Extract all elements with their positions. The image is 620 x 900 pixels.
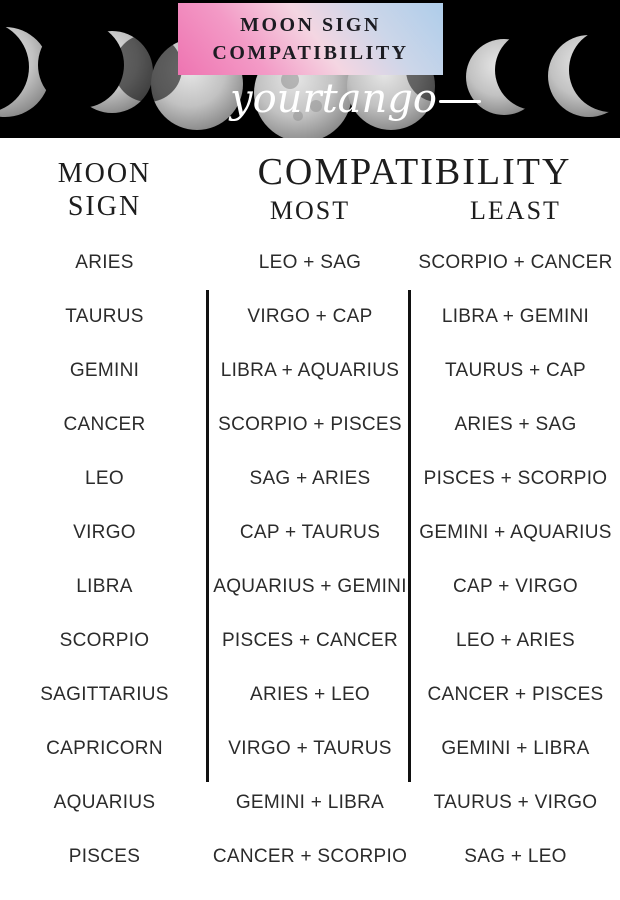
least-compatible-cell: CANCER + PISCES [427, 684, 604, 705]
least-compatible-cell: LIBRA + GEMINI [441, 306, 590, 327]
most-compatible-cell: CANCER + SCORPIO [212, 846, 408, 867]
yourtango-logo-text: yourtango [230, 76, 437, 122]
least-compatible-cell: TAURUS + VIRGO [433, 792, 598, 813]
least-compatible-cell: GEMINI + LIBRA [441, 738, 590, 759]
least-compatible-cell: SAG + LEO [464, 846, 567, 867]
least-compatible-cell: TAURUS + CAP [444, 360, 587, 381]
zodiac-sign-cell: LIBRA [76, 576, 133, 597]
zodiac-sign-cell: ARIES [75, 252, 134, 273]
table-row [0, 398, 620, 452]
most-compatible-cell: ARIES + LEO [250, 684, 370, 705]
zodiac-sign-cell: CAPRICORN [46, 738, 163, 759]
moon-sign-column-header [0, 150, 209, 230]
banner-title-line2: COMPATIBILITY [212, 42, 409, 64]
yourtango-logo [230, 76, 481, 122]
moon-sign-header-line1: MOON [57, 158, 152, 189]
table-row [0, 506, 620, 560]
most-compatible-cell: PISCES + CANCER [221, 630, 399, 651]
zodiac-sign-cell: SAGITTARIUS [40, 684, 169, 705]
least-compatible-cell: CAP + VIRGO [453, 576, 578, 597]
zodiac-sign-cell: PISCES [68, 846, 141, 867]
most-compatible-cell: VIRGO + TAURUS [228, 738, 392, 759]
least-compatible-cell: LEO + ARIES [456, 630, 575, 651]
zodiac-sign-cell: TAURUS [65, 306, 144, 327]
column-divider-right [408, 290, 411, 782]
table-row [0, 830, 620, 884]
zodiac-sign-cell: GEMINI [69, 360, 140, 381]
compatibility-group-header: COMPATIBILITY [257, 151, 572, 193]
column-divider-left [206, 290, 209, 782]
table-row [0, 290, 620, 344]
table-header [0, 138, 620, 230]
table-row [0, 344, 620, 398]
zodiac-sign-cell: LEO [85, 468, 124, 489]
least-compatible-cell: SCORPIO + CANCER [418, 252, 613, 273]
compatibility-table [0, 138, 620, 884]
zodiac-sign-cell: SCORPIO [59, 630, 150, 651]
most-column-header: MOST [269, 196, 351, 225]
most-compatible-cell: SCORPIO + PISCES [218, 414, 402, 435]
moon-sign-header-line2: SIGN [67, 191, 142, 222]
least-compatible-cell: GEMINI + AQUARIUS [419, 522, 612, 543]
table-row [0, 614, 620, 668]
most-compatible-cell: VIRGO + CAP [247, 306, 373, 327]
logo-flourish-dash [439, 100, 481, 103]
most-compatible-cell: LIBRA + AQUARIUS [220, 360, 400, 381]
zodiac-sign-cell: CANCER [63, 414, 146, 435]
table-row [0, 560, 620, 614]
zodiac-sign-cell: VIRGO [73, 522, 136, 543]
banner-title-line1: MOON SIGN [240, 14, 381, 36]
title-banner [178, 3, 443, 75]
most-compatible-cell: GEMINI + LIBRA [235, 792, 385, 813]
table-row [0, 236, 620, 290]
table-row [0, 668, 620, 722]
table-row [0, 452, 620, 506]
table-rows [0, 236, 620, 884]
least-compatible-cell: PISCES + SCORPIO [423, 468, 608, 489]
zodiac-sign-cell: AQUARIUS [53, 792, 156, 813]
most-compatible-cell: CAP + TAURUS [239, 522, 381, 543]
table-row [0, 776, 620, 830]
most-compatible-cell: AQUARIUS + GEMINI [213, 576, 407, 597]
header-banner [0, 0, 620, 138]
least-compatible-cell: ARIES + SAG [454, 414, 577, 435]
most-compatible-cell: SAG + ARIES [249, 468, 371, 489]
least-column-header: LEAST [470, 196, 561, 225]
table-row [0, 722, 620, 776]
most-compatible-cell: LEO + SAG [258, 252, 362, 273]
